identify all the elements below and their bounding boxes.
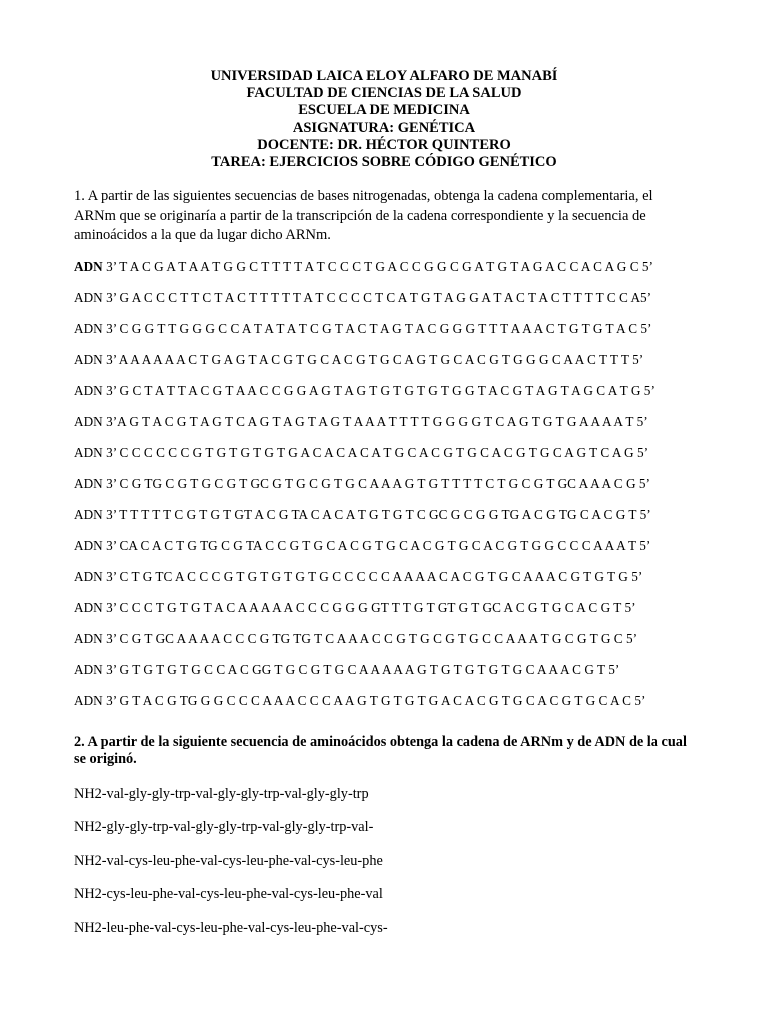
dna-sequence-3: ADN 3’ C G G T T G G G C C A T A T A T C G T A C T A G T A C G G G T T T A A A C T G T G T A C 5’ [74,320,652,336]
dna-sequence-10: ADN 3’ CA C A C T G TG C G TA C C G T G C A C G T G C A C G T G C A C G T G G C C C A A A T 5’ [74,537,651,553]
dna-sequence-1 [74,258,694,289]
dna-sequence-9: ADN 3’ T T T T T C G T G T GT A C G TA C A C A T G T G T C GC G C G G TG A C G TG C A C G T 5’ [74,506,651,522]
document-header [74,68,694,171]
aminoacid-sequence-list [74,785,694,953]
aminoacid-sequence-5: NH2-leu-phe-val-cys-leu-phe-val-cys-leu-phe-val-cys- [74,919,388,936]
school-name: ESCUELA DE MEDICINA [298,102,470,119]
aminoacid-sequence-2: NH2-gly-gly-trp-val-gly-gly-trp-val-gly-gly-trp-val- [74,819,374,836]
aminoacid-sequence-3: NH2-val-cys-leu-phe-val-cys-leu-phe-val-cys-leu-phe [74,852,383,869]
university-name: UNIVERSIDAD LAICA ELOY ALFARO DE MANABÍ [210,68,558,84]
dna-sequence-2: ADN 3’ G A C C C T T C T A C T T T T T A T C C C C T C A T G T A G G A T A C T A C T T T T C C A5’ [74,289,652,305]
dna-sequence-list [74,258,694,723]
dna-sequence-12: ADN 3’ C C C T G T G T A C A A A A A C C C G G G GT T T G T GT G T GC A C G T G C A C G T 5’ [74,599,636,615]
aminoacid-sequence-1: NH2-val-gly-gly-trp-val-gly-gly-trp-val-gly-gly-trp [74,785,369,802]
question-2-text: 2. A partir de la siguiente secuencia de aminoácidos obtenga la cadena de ARNm y de ADN de la cual se originó. [74,733,687,768]
dna-sequence-15: ADN 3’ G T A C G TG G G C C C A A A C C C A A G T G T G T G A C A C G T G C A C G T G C A C 5’ [74,692,646,708]
dna-sequence-7: ADN 3’ C C C C C C G T G T G T G T G A C A C A C A T G C A C G T G C A C G T G C A G T C A G 5’ [74,444,649,460]
assignment-title: TAREA: EJERCICIOS SOBRE CÓDIGO GENÉTICO [211,154,557,171]
dna-sequence-13: ADN 3’ C G T GC A A A A C C C G TG TG T C A A A C C G T G C G T G C C A A A T G C G T G C 5’ [74,630,638,646]
teacher-line: DOCENTE: DR. HÉCTOR QUINTERO [257,136,511,153]
dna-sequence-5: ADN 3’ G C T A T T A C G T A A C C G G A G T A G T G T G T G T G G T A C G T A G T A G C A T G 5’ [74,382,655,398]
aminoacid-sequence-4: NH2-cys-leu-phe-val-cys-leu-phe-val-cys-leu-phe-val [74,886,383,903]
document-page [74,68,694,952]
dna-sequence-text: 3’ T A C G A T A A T G G C T T T T A T C C C T G A C C G G C G A T G T A G A C C A C A G C 5’ [102,258,653,274]
faculty-name: FACULTAD DE CIENCIAS DE LA SALUD [246,85,522,102]
dna-sequence-11: ADN 3’ C T G TC A C C C G T G T G T G T G C C C C C A A A A C A C G T G C A A A C G T G T G 5’ [74,568,643,584]
dna-sequence-4: ADN 3’ A A A A A A C T G A G T A C G T G C A C G T G C A G T G C A C G T G G G C A A C T T T 5’ [74,351,644,367]
subject-line: ASIGNATURA: GENÉTICA [292,119,476,136]
question-1-text: 1. A partir de las siguientes secuencias de bases nitrogenadas, obtenga la cadena complementaria, el ARNm que se originaría a partir de la transcripción de la cadena correspondiente y la secuencia de aminoácidos a la que da lugar dicho ARNm. [74,188,653,244]
dna-sequence-14: ADN 3’ G T G T G T G C C A C GG T G C G T G C A A A A A G T G T G T G T G C A A A C G T 5’ [74,661,620,677]
dna-sequence-8: ADN 3’ C G TG C G T G C G T GC G T G C G T G C A A A G T G T T T T C T G C G T GC A A A C G 5’ [74,475,650,491]
dna-label: ADN [74,258,103,274]
dna-sequence-6: ADN 3’A G T A C G T A G T C A G T A G T A G T A A A T T T T G G G G T C A G T G T G A A A A T 5’ [74,413,648,429]
